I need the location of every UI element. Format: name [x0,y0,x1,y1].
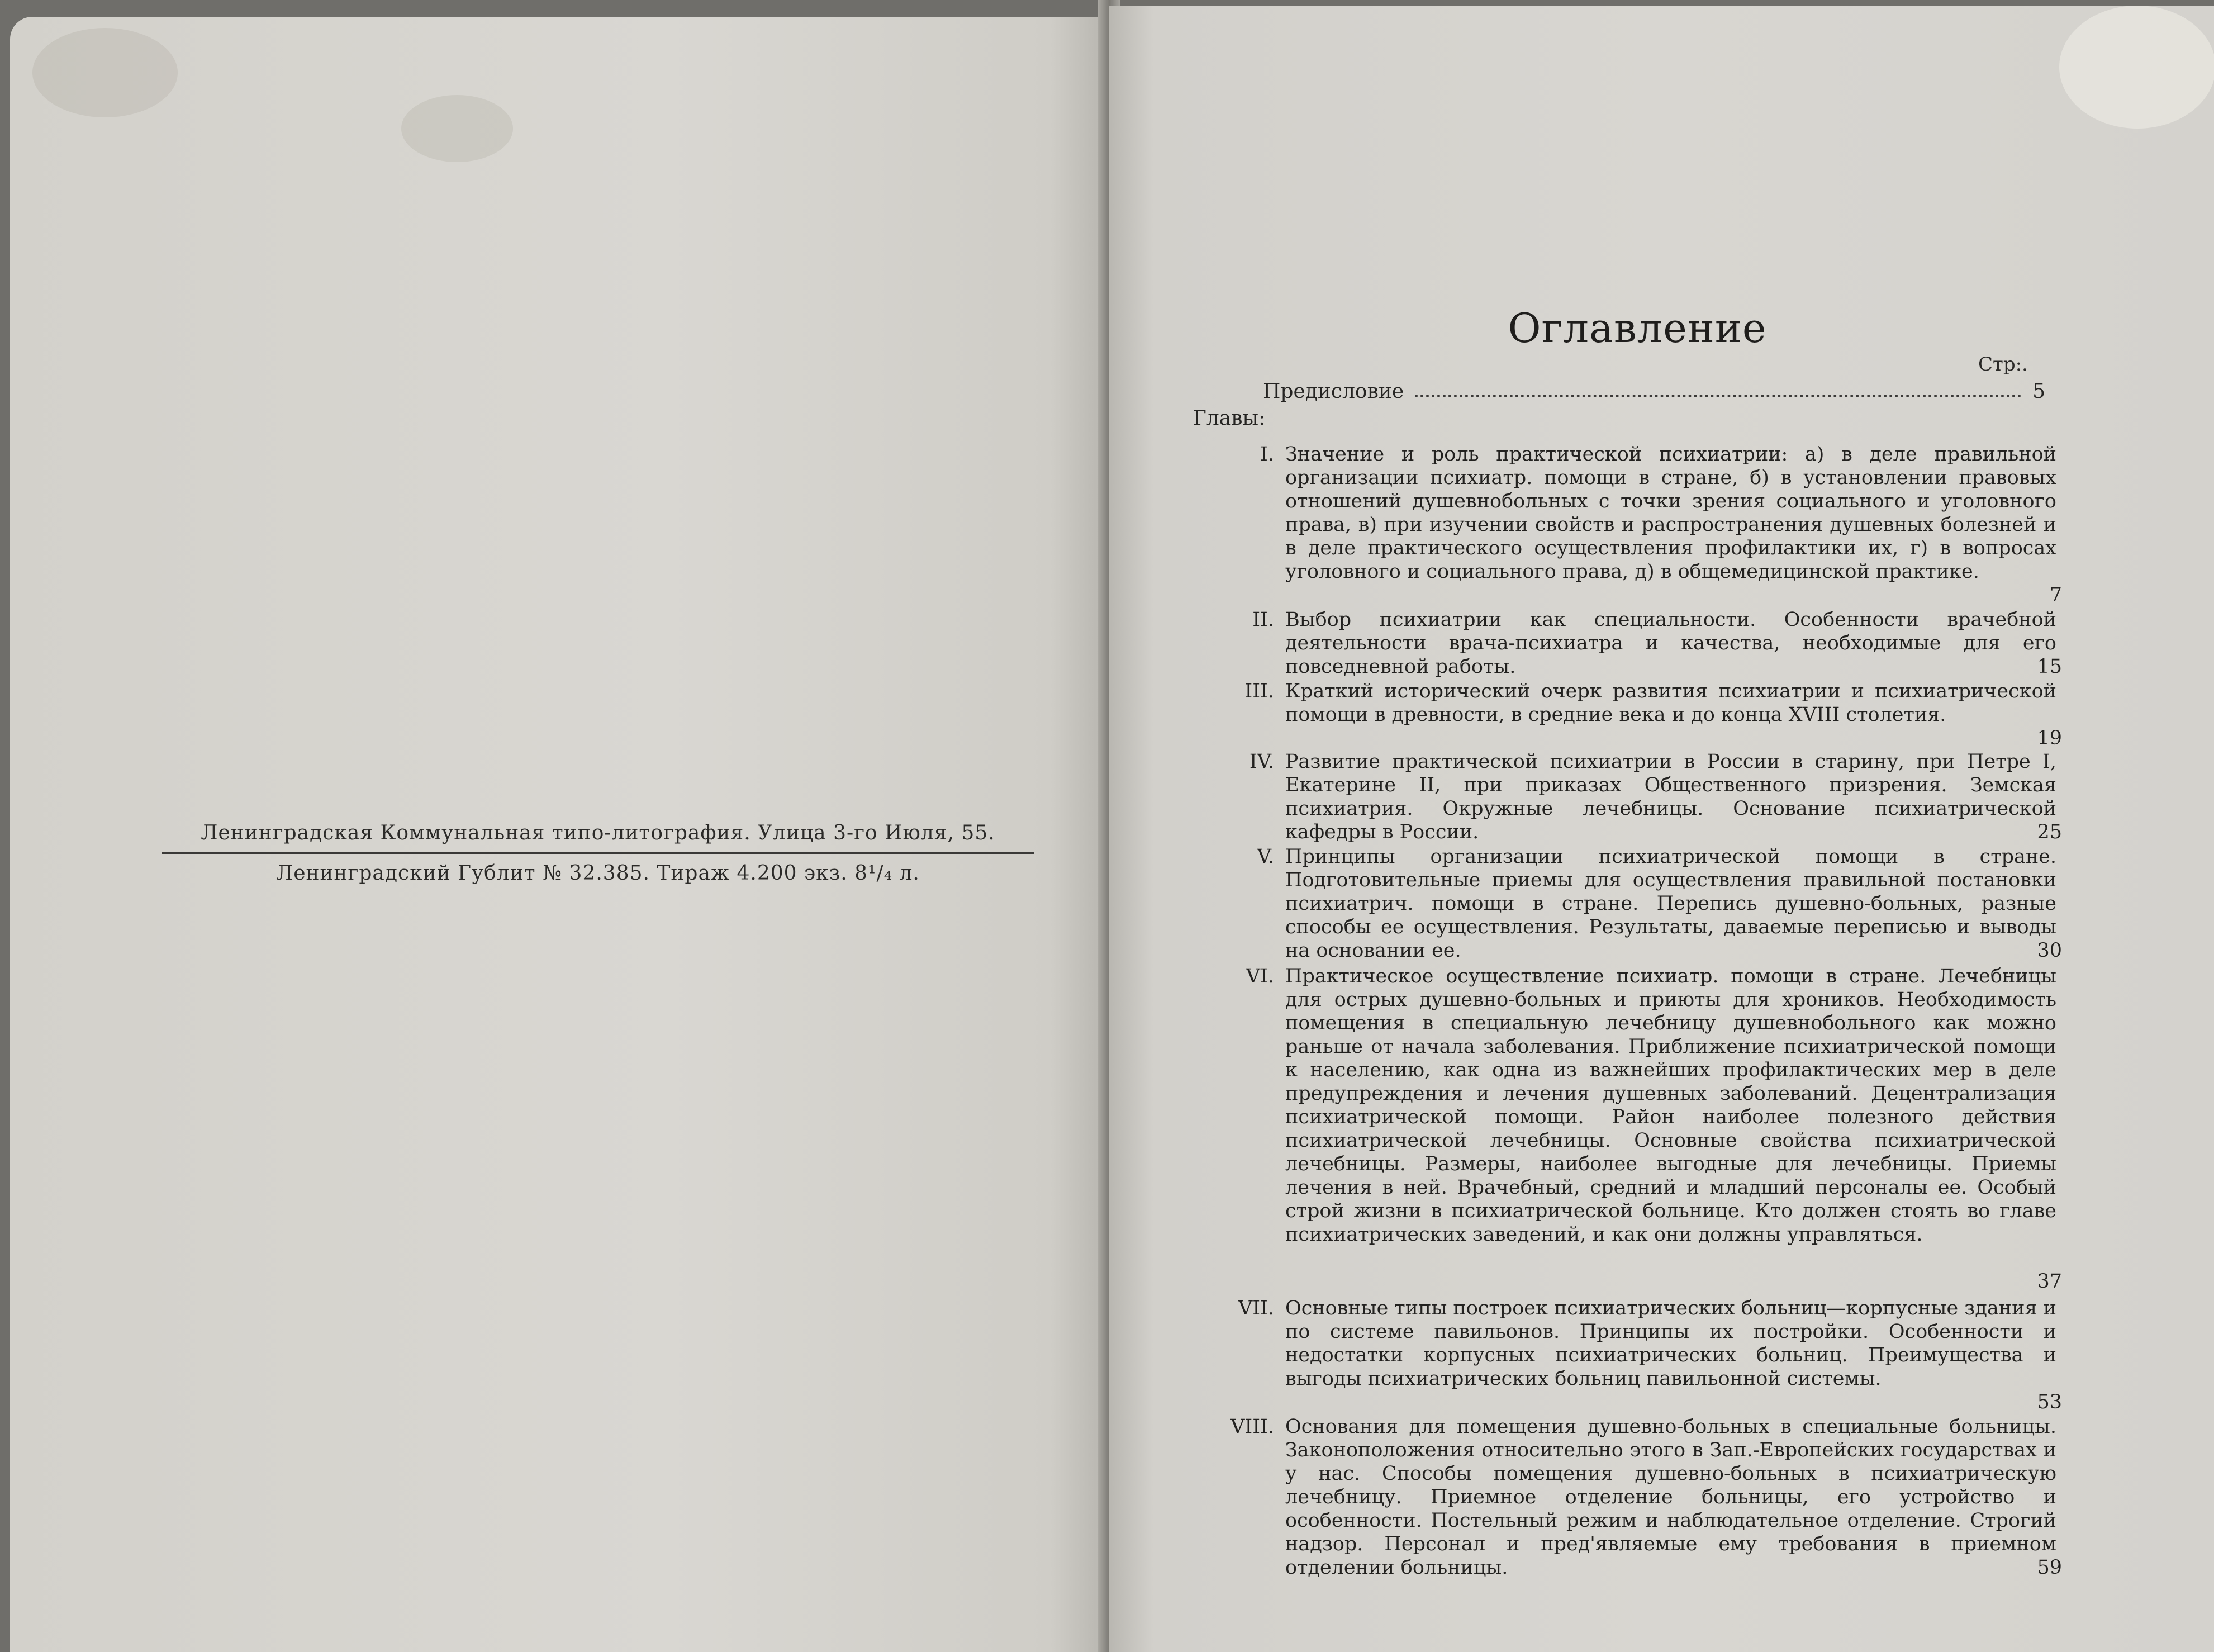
chapter-number: V. [1257,846,1274,868]
chapter-number: II. [1252,609,1274,631]
chapter-title: Основания для помещения душевно-больных в специальные больницы. Законоположения относительно этого в Зап.-Европейских государствах и у нас. Способы помещения душевно-больных в психиатрическую лечебницу. Приемное отделение больницы, его устройство и особенности. Постельный режим и наблюдательное отделение. Строгий надзор. Персонал и пред'являемые ему требования в приемном отделении больницы. [1285,1416,2056,1579]
stain [401,95,513,162]
chapter-number: III. [1244,680,1274,702]
imprint-censor-run: Ленинградский Гублит № 32.385. Тираж 4.200 экз. 8¹/₄ л. [276,862,920,885]
stain [32,28,178,117]
chapter-number: VIII. [1230,1416,1274,1438]
stain [2059,6,2214,129]
chapter-title: Развитие практической психиатрии в России в старину, при Петре I, Екатерине II, при приказах Общественного призрения. Земская психиатрия. Окружные лечебницы. Основание психиатрической кафедры в России. [1285,751,2056,843]
chapter-page: 59 [2037,1556,2062,1579]
chapter-title: Принципы организации психиатрической помощи в стране. Подготовительные приемы для осуществления правильной постановки психиатрич. помощи в стране. Перепись душевно-больных, разные способы ее осуществления. Результаты, даваемые переписью и выводы на основании ее. [1285,846,2056,962]
chapter-page: 7 [2049,584,2062,606]
chapters-label: Главы: [1193,407,1266,430]
chapter-title: Значение и роль практической психиатрии: а) в деле правильной организации психиатр. помощи в стране, б) в установлении правовых отношений душевнобольных с точки зрения социального и уголовного права, в) при изучении свойств и распространения душевных болезней и в деле практического осуществления профилактики их, г) в вопросах уголовного и социального права, д) в общемедицинской практике. [1285,443,2056,583]
printer-imprint [168,822,1028,885]
toc-page-column-header: Стр:. [1978,353,2028,376]
preface-page: 5 [2032,380,2045,403]
chapter-number: VI. [1246,965,1274,988]
dot-leader [1415,395,2021,397]
chapter-page: 37 [2037,1270,2062,1293]
chapter-page: 15 [2037,656,2062,678]
chapter-number: IV. [1249,751,1274,773]
chapter-title: Практическое осуществление психиатр. помощи в стране. Лечебницы для острых душевно-больных и приюты для хроников. Необходимость помещения в специальную лечебницу душевнобольного как можно раньше от начала заболевания. Приближение психиатрической помощи к населению, как одна из важнейших профилактических мер в деле предупреждения и лечения душевных заболеваний. Децентрализация психиатрической помощи. Район наиболее полезного действия психиатрической лечебницы. Основные свойства психиатрической лечебницы. Размеры, наиболее выгодные для лечебницы. Приемы лечения в ней. Врачебный, средний и младший персоналы ее. Особый строй жизни в психиатрической больнице. Кто должен стоять во главе психиатрических заведений, и как они должны управляться. [1285,965,2056,1246]
toc-title: Оглавление [1508,305,1767,352]
chapter-page: 19 [2037,727,2062,749]
preface-label: Предисловие [1263,380,1404,403]
toc-preface-row [1196,380,2045,403]
chapter-page: 25 [2037,821,2062,843]
chapter-page: 30 [2037,939,2062,962]
chapter-title: Краткий исторический очерк развития психиатрии и психиатрической помощи в древности, в средние века и до конца XVIII столетия. [1285,680,2056,726]
chapter-number: VII. [1238,1297,1274,1319]
chapter-title: Основные типы построек психиатрических больниц—корпусные здания и по системе павильонов. Принципы их постройки. Особенности и недостатки корпусных психиатрических больниц. Преимущества и выгоды психиатрических больниц павильонной системы. [1285,1297,2056,1390]
chapter-title: Выбор психиатрии как специальности. Особенности врачебной деятельности врача-психиатра и качества, необходимые для его повседневной работы. [1285,609,2056,678]
chapter-number: I. [1260,443,1274,466]
chapter-page: 53 [2037,1391,2062,1413]
imprint-printer: Ленинградская Коммунальная типо-литография. Улица 3-го Июля, 55. [201,822,995,844]
